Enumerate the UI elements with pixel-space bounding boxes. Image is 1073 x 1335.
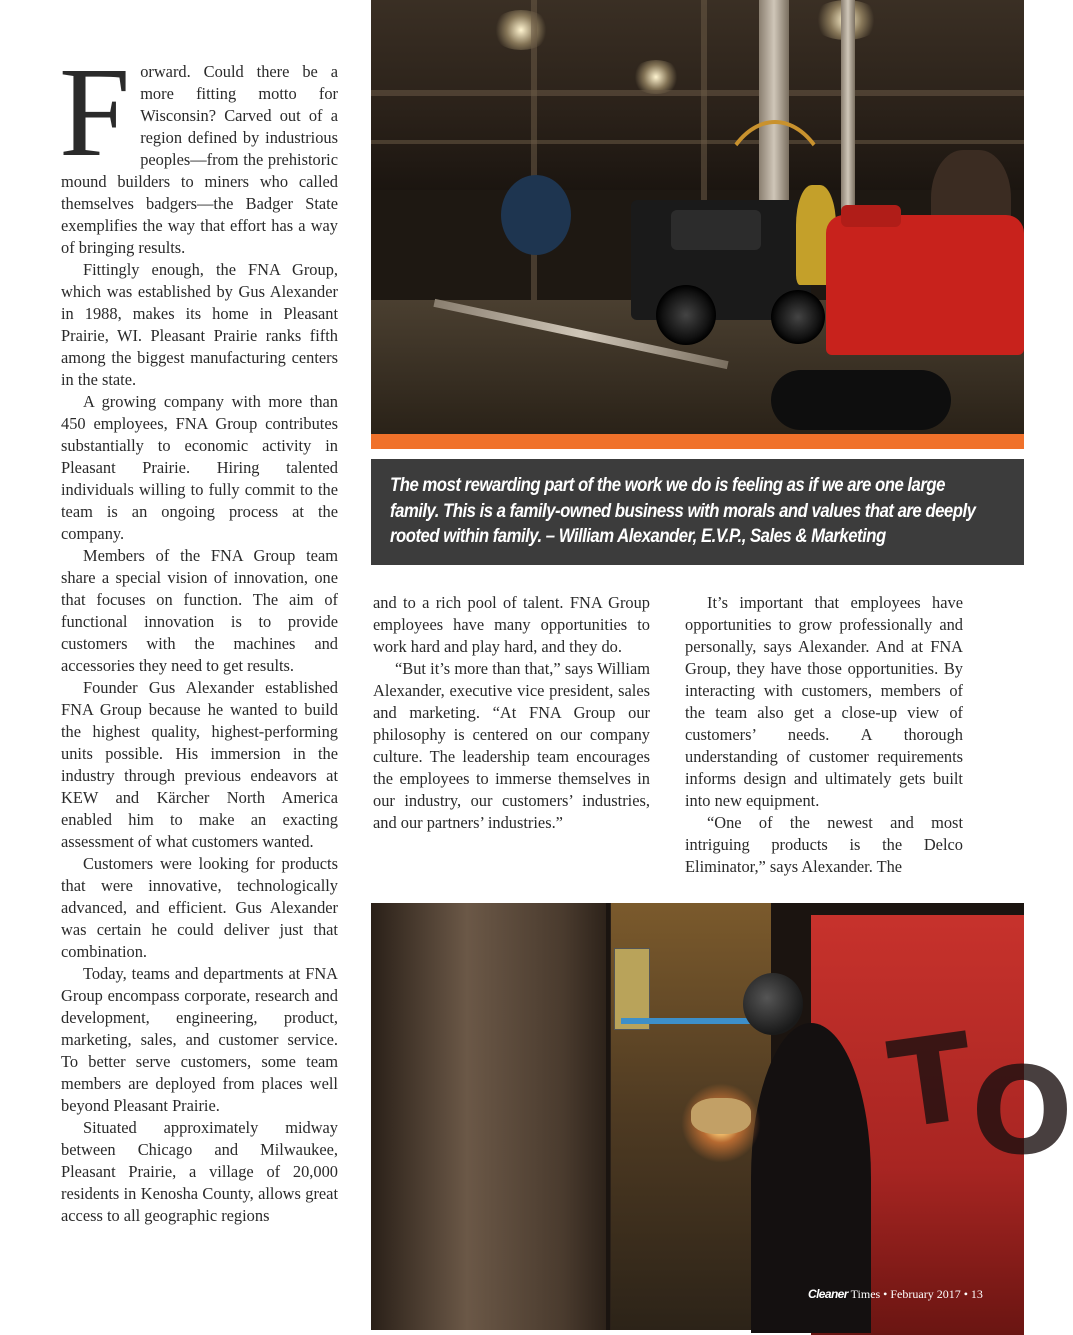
article-paragraph: and to a rich pool of talent. FNA Group employees have many opportunities to work hard and play hard, and they do.	[373, 593, 650, 656]
paragraph-text: orward. Could there be a more fitting motto for Wisconsin? Carved out of a region defined by industrious peoples—from the prehistoric mound builders to miners who called themselves badgers—the Badger State exemplifies the way that effort has a way of bringing results.	[61, 62, 338, 257]
accent-divider	[371, 434, 1024, 449]
article-paragraph: Today, teams and departments at FNA Group encompass corporate, research and development, engineering, product, marketing, sales, and customer service. To better serve customers, some team members are deployed from places well beyond Pleasant Prairie.	[61, 964, 338, 1115]
article-paragraph: “One of the newest and most intriguing products is the Delco Eliminator,” says Alexander. The	[685, 813, 963, 876]
page-footer	[808, 1286, 983, 1302]
footer-issue-info: Times • February 2017 • 13	[847, 1287, 983, 1301]
drop-cap: F	[59, 41, 131, 183]
article-paragraph: It’s important that employees have opportunities to grow professionally and personally, says Alexander. And at FNA Group, they have those opportunities. By interacting with customers, members of the team also get a close-up view of customers’ needs. A thorough understanding of customer requirements informs design and ultimately gets built into new equipment.	[685, 593, 963, 810]
article-paragraph: Members of the FNA Group team share a special vision of innovation, one that focuses on function. The aim of functional innovation is to provide customers with the machines and accessories they need to get results.	[61, 546, 338, 675]
article-column-middle	[373, 592, 650, 834]
article-paragraph: Founder Gus Alexander established FNA Group because he wanted to build the highest quality, highest-performing units possible. His immersion in the industry through previous endeavors at KEW and Kärcher North America enabled him to make an exacting assessment of what customers wanted.	[61, 678, 338, 851]
article-paragraph: Customers were looking for products that were innovative, technologically advanced, and efficient. Gus Alexander was certain he could deliver just that combination.	[61, 854, 338, 961]
footer-brand: Cleaner	[808, 1287, 848, 1301]
article-paragraph: Situated approximately midway between Chicago and Milwaukee, Pleasant Prairie, a village of 20,000 residents in Kenosha County, allows great access to all geographic regions	[61, 1118, 338, 1225]
article-paragraph: A growing company with more than 450 employees, FNA Group contributes substantially to economic activity in Pleasant Prairie. Hiring talented individuals willing to fully commit to the team is an ongoing process at the company.	[61, 392, 338, 543]
article-column-left	[59, 41, 338, 1227]
pull-quote-text: The most rewarding part of the work we do is feeling as if we are one large family. This is a family-owned business with morals and values that are deeply rooted within family. – William Alexander, E.V.P., Sales & Marketing	[390, 474, 976, 547]
article-column-right	[685, 592, 963, 878]
welder-photo: T O	[371, 903, 1024, 1330]
article-paragraph: “But it’s more than that,” says William Alexander, executive vice president, sales and marketing. “At FNA Group our philosophy is centered on our company culture. The leadership team encourages the employees to immerse themselves in our industry, our customers’ industries, and our partners’ industries.”	[373, 659, 650, 832]
article-paragraph	[59, 41, 338, 259]
factory-floor-photo	[371, 0, 1024, 434]
pull-quote	[371, 459, 1024, 565]
article-paragraph: Fittingly enough, the FNA Group, which was established by Gus Alexander in 1988, makes its home in Pleasant Prairie, WI. Pleasant Prairie ranks fifth among the biggest manufacturing centers in the state.	[61, 260, 338, 389]
